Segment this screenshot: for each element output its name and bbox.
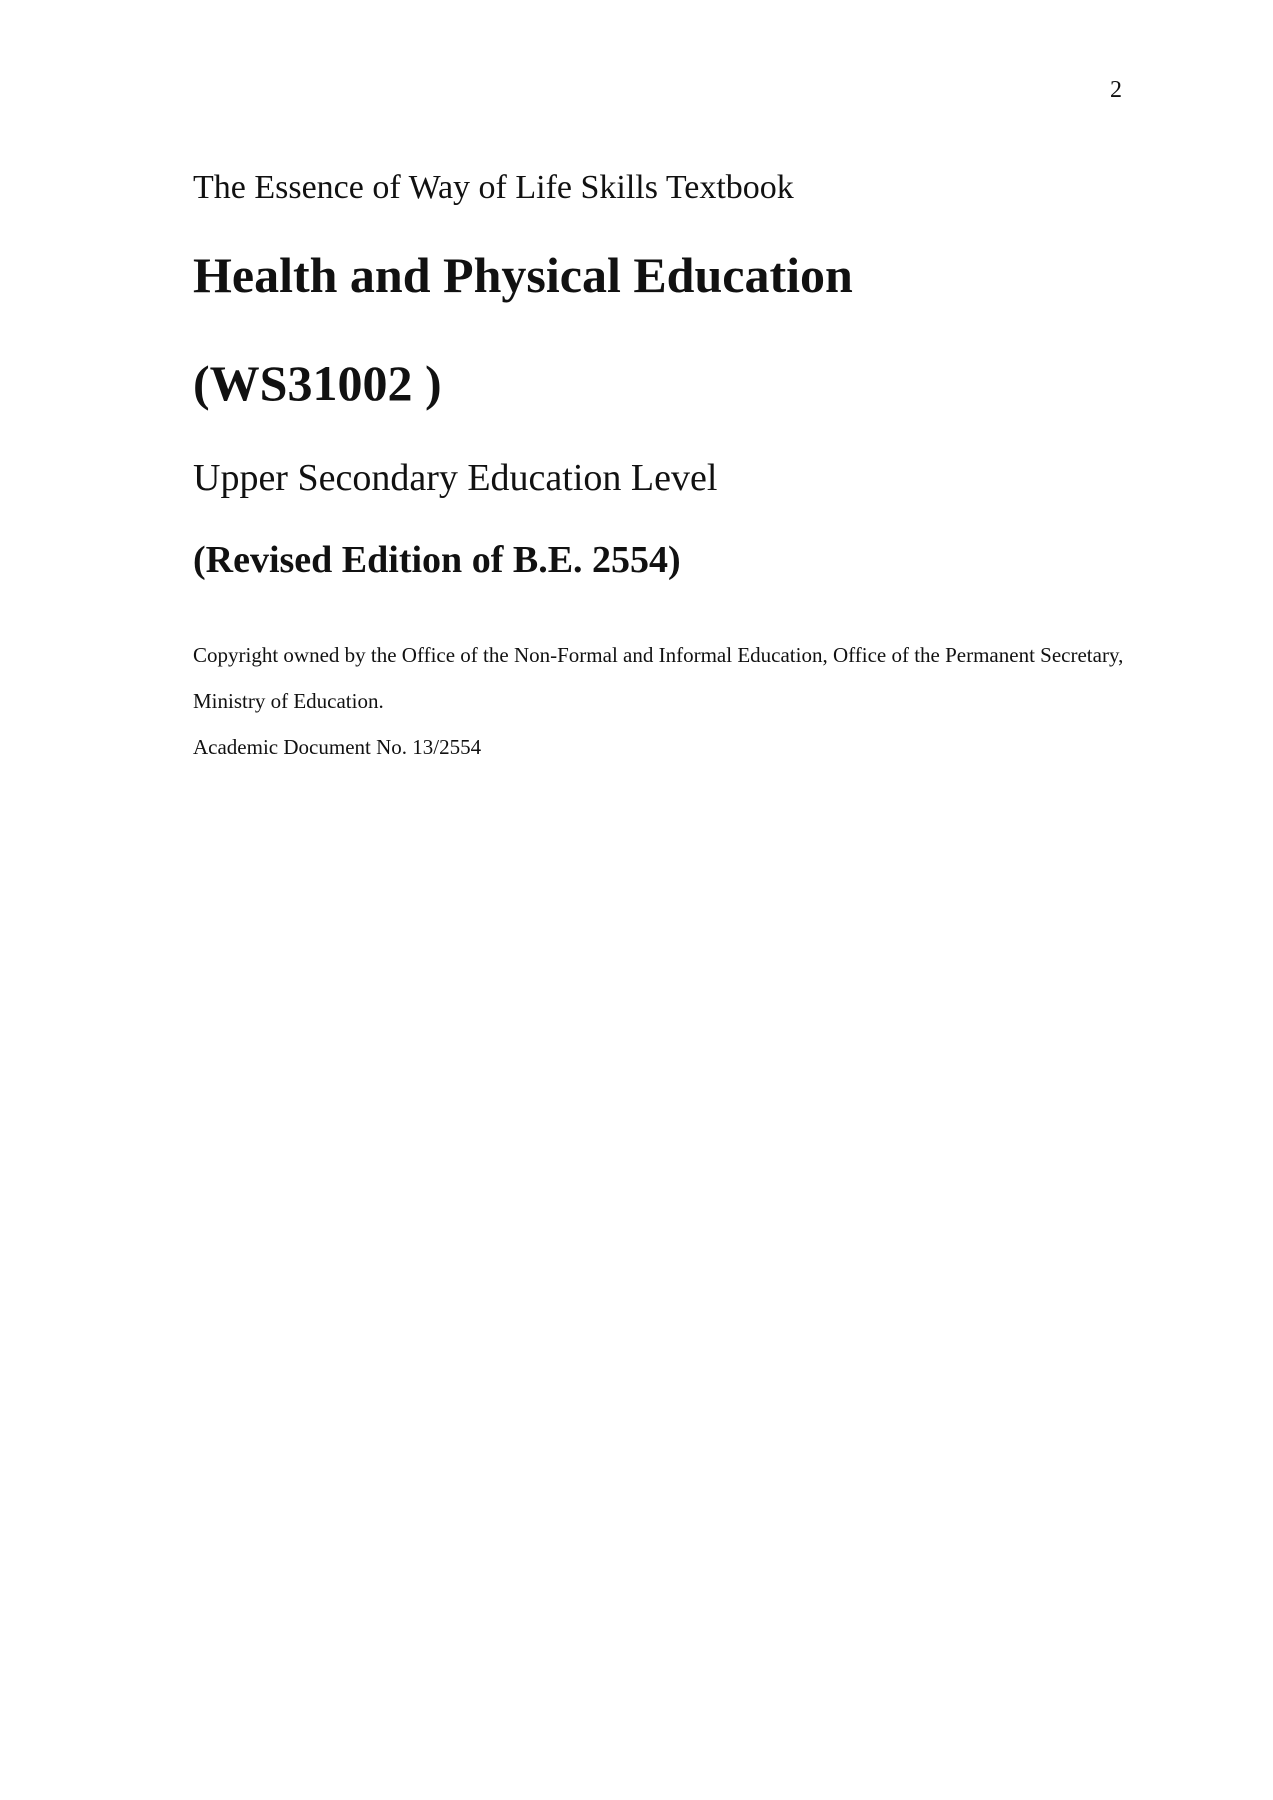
series-title: The Essence of Way of Life Skills Textbook bbox=[193, 169, 794, 206]
course-code: (WS31002 ) bbox=[193, 355, 442, 411]
main-title: Health and Physical Education bbox=[193, 247, 853, 303]
academic-document-number: Academic Document No. 13/2554 bbox=[193, 735, 482, 759]
copyright-notice: Copyright owned by the Office of the Non-Formal and Informal Education, Office of the Permanent Secretary, Ministry of Education. bbox=[193, 643, 1124, 713]
edition-note: (Revised Edition of B.E. 2554) bbox=[193, 539, 681, 581]
title-page-content bbox=[193, 168, 1153, 770]
education-level: Upper Secondary Education Level bbox=[193, 457, 718, 499]
page-number: 2 bbox=[1110, 77, 1122, 103]
